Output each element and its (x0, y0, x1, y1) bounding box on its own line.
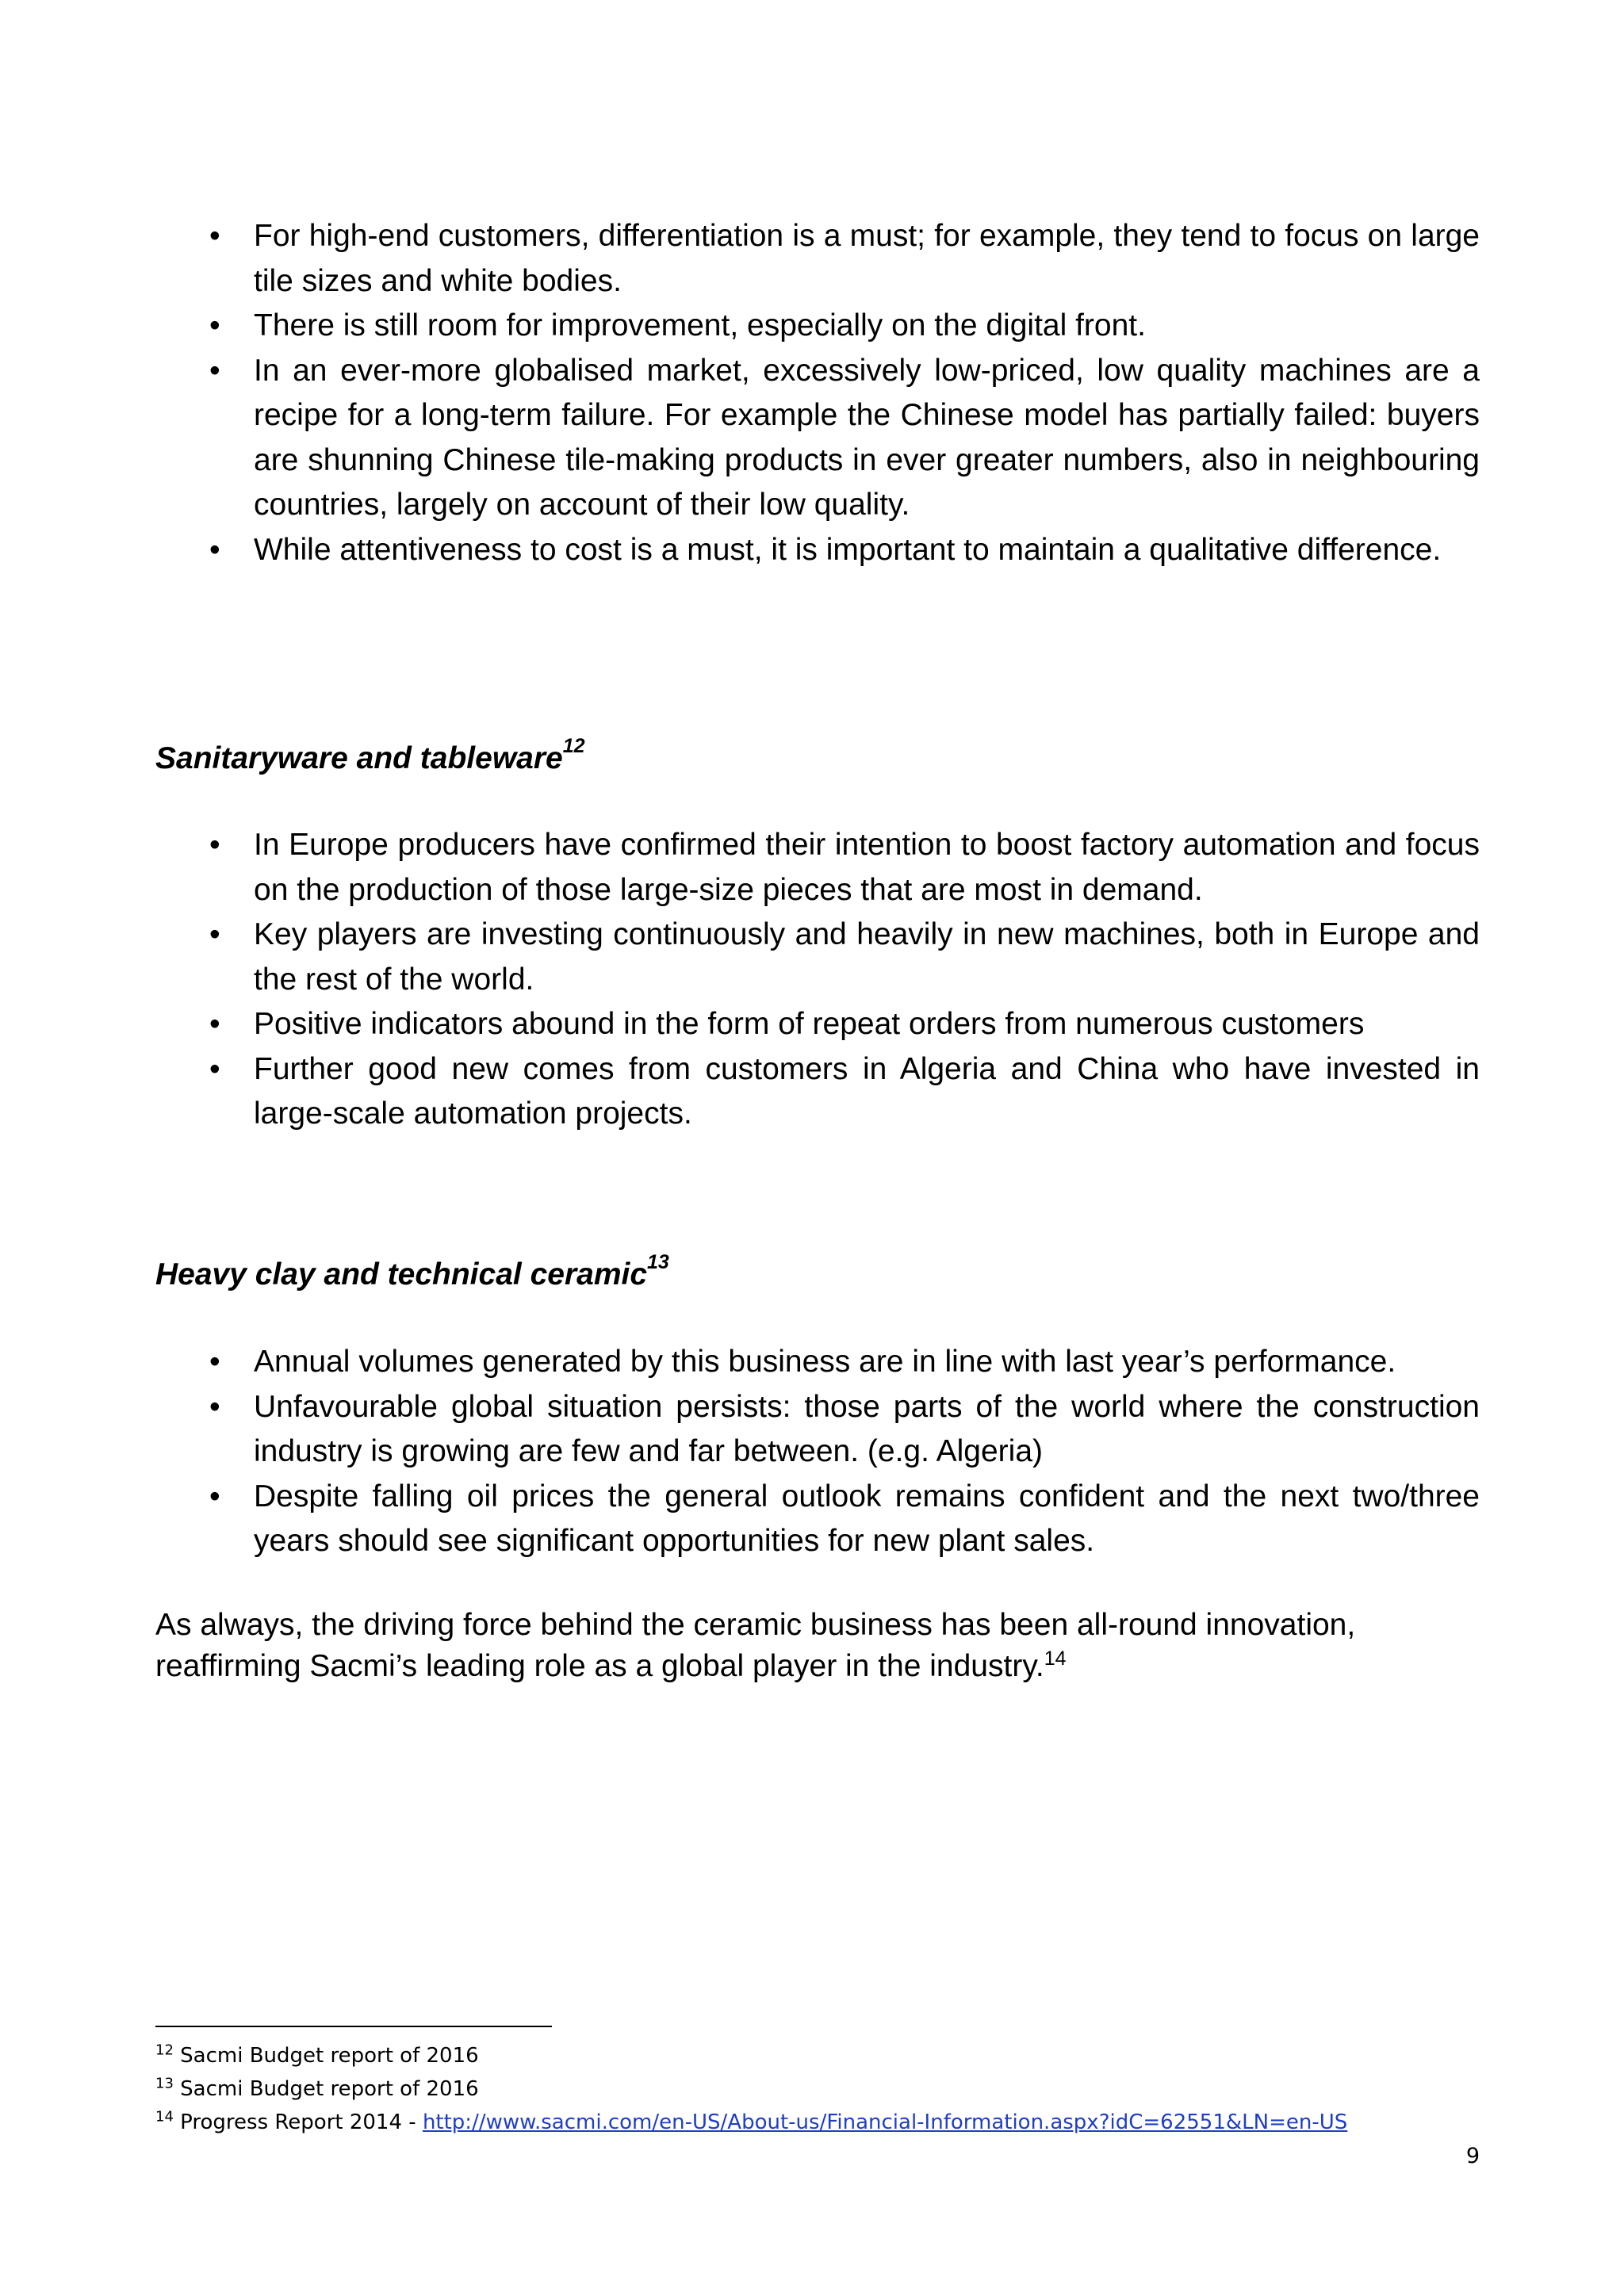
footnote-text: Sacmi Budget report of 2016 (180, 2077, 479, 2101)
list-item (205, 349, 1480, 528)
bullet-icon: • (209, 1345, 220, 1379)
bullet-icon: • (209, 353, 220, 388)
list-item-text: There is still room for improvement, especially on the digital front. (254, 308, 1146, 342)
list-item (205, 528, 1480, 573)
list-item (205, 304, 1480, 349)
list-item (205, 913, 1480, 1002)
footnote-13 (155, 2072, 1488, 2106)
list-item-text: For high-end customers, differentiation is a must; for example, they tend to focus on large tile sizes and white bodies. (254, 219, 1480, 298)
footnotes (155, 2039, 1488, 2139)
section-heading-text: Sanitaryware and tableware (155, 741, 563, 775)
bullet-icon: • (209, 917, 220, 951)
footnote-14 (155, 2106, 1488, 2139)
footnote-number: 13 (155, 2075, 174, 2092)
closing-paragraph-text: As always, the driving force behind the ceramic business has been all-round innovation, reaffirming Sacmi’s leading role as a global player in the industry. (155, 1608, 1356, 1683)
footnote-ref: 13 (647, 1251, 669, 1273)
list-item (205, 214, 1480, 304)
footnote-separator (155, 2026, 552, 2027)
bullet-icon: • (209, 1479, 220, 1513)
footnote-text: Progress Report 2014 - (180, 2110, 423, 2134)
list-item (205, 823, 1480, 913)
bullet-icon: • (209, 308, 220, 342)
bullet-icon: • (209, 219, 220, 253)
list-item-text: Unfavourable global situation persists: those parts of the world where the construction industry is growing are few and far between. (e.g. Algeria) (254, 1389, 1480, 1468)
section-heading-text: Heavy clay and technical ceramic (155, 1257, 648, 1292)
bullet-list-heavy-clay (205, 1340, 1480, 1564)
list-item (205, 1340, 1480, 1385)
footnote-number: 14 (155, 2108, 174, 2126)
footnote-ref: 14 (1044, 1647, 1067, 1670)
bullet-icon: • (209, 1007, 220, 1041)
list-item (205, 1385, 1480, 1475)
closing-paragraph (155, 1605, 1480, 1687)
list-item-text: Positive indicators abound in the form of repeat orders from numerous customers (254, 1007, 1365, 1041)
footnote-12 (155, 2039, 1488, 2072)
bullet-list-top (205, 214, 1480, 572)
list-item-text: Further good new comes from customers in Algeria and China who have invested in large-scale automation projects. (254, 1051, 1480, 1131)
bullet-icon: • (209, 828, 220, 862)
footnote-ref: 12 (562, 735, 585, 757)
list-item-text: While attentiveness to cost is a must, it is important to maintain a qualitative difference. (254, 532, 1442, 567)
page-number: 9 (1465, 2144, 1480, 2168)
section-heading-heavy-clay (155, 1253, 669, 1297)
footnote-link[interactable]: http://www.sacmi.com/en-US/About-us/Financial-Information.aspx?idC=62551&LN=en-US (422, 2110, 1348, 2134)
list-item-text: In Europe producers have confirmed their intention to boost factory automation and focus on the production of those large-size pieces that are most in demand. (254, 828, 1480, 907)
list-item-text: Key players are investing continuously and heavily in new machines, both in Europe and the rest of the world. (254, 917, 1480, 997)
section-heading-sanitaryware (155, 737, 585, 781)
list-item-text: Annual volumes generated by this business are in line with last year’s performance. (254, 1345, 1396, 1379)
footnote-text: Sacmi Budget report of 2016 (180, 2044, 479, 2068)
bullet-icon: • (209, 1051, 220, 1086)
list-item (205, 1002, 1480, 1047)
bullet-icon: • (209, 532, 220, 567)
list-item-text: Despite falling oil prices the general outlook remains confident and the next two/three years should see significant opportunities for new plant sales. (254, 1479, 1480, 1558)
list-item (205, 1475, 1480, 1564)
list-item-text: In an ever-more globalised market, excessively low-priced, low quality machines are a recipe for a long-term failure. For example the Chinese model has partially failed: buyers are shunning Chinese tile-making products in ever greater numbers, also in neighbouring countries, largely on account of their low quality. (254, 353, 1480, 522)
bullet-list-sanitaryware (205, 823, 1480, 1137)
bullet-icon: • (209, 1389, 220, 1424)
list-item (205, 1047, 1480, 1137)
footnote-number: 12 (155, 2042, 174, 2059)
